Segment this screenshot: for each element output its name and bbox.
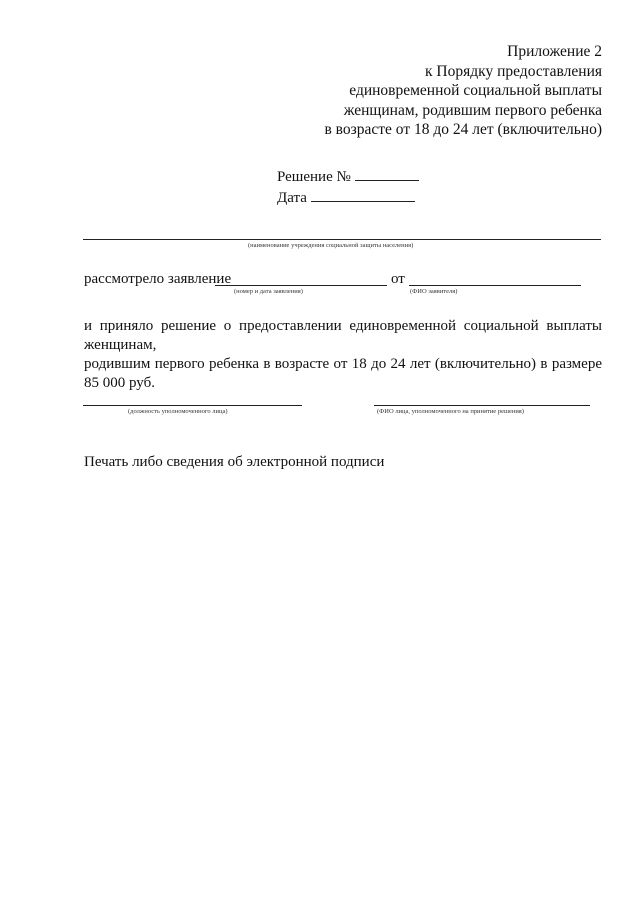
position-signature-field[interactable] (83, 405, 302, 406)
decision-number-field[interactable] (355, 166, 419, 181)
appendix-line: женщинам, родившим первого ребенка (343, 101, 602, 119)
from-label: от (391, 271, 405, 287)
appendix-line: в возрасте от 18 до 24 лет (включительно) (324, 121, 602, 138)
authorized-name-field[interactable] (374, 405, 590, 406)
decision-date-field[interactable] (311, 187, 415, 202)
decision-block (277, 166, 419, 208)
appendix-line: к Порядку предоставления (425, 62, 602, 80)
appendix-line: единовременной социальной выплаты (349, 82, 602, 99)
authorized-name-caption: (ФИО лица, уполномоченного на принятие решения) (377, 408, 524, 415)
application-number-date-field[interactable] (215, 285, 387, 286)
decision-text-line: родившим первого ребенка в возрасте от 18 до 24 лет (включительно) в размере 85 000 руб. (84, 356, 602, 391)
appendix-line: Приложение 2 (507, 43, 602, 60)
reviewed-label: рассмотрело заявление (84, 271, 232, 287)
applicant-caption: (ФИО заявителя) (410, 288, 458, 295)
decision-paragraph (84, 317, 602, 393)
appendix-header (324, 42, 602, 140)
institution-caption: (наименование учреждения социальной защиты населения) (248, 242, 414, 249)
institution-name-field[interactable] (83, 239, 601, 240)
decision-number-label: Решение № (277, 169, 351, 185)
decision-text-line: и приняло решение о предоставлении единовременной социальной выплаты женщинам, (84, 318, 602, 353)
decision-date-label: Дата (277, 190, 307, 206)
position-caption: (должность уполномоченного лица) (128, 408, 228, 415)
seal-label: Печать либо сведения об электронной подписи (84, 454, 385, 470)
applicant-name-field[interactable] (409, 285, 581, 286)
number-date-caption: (номер и дата заявления) (234, 288, 303, 295)
